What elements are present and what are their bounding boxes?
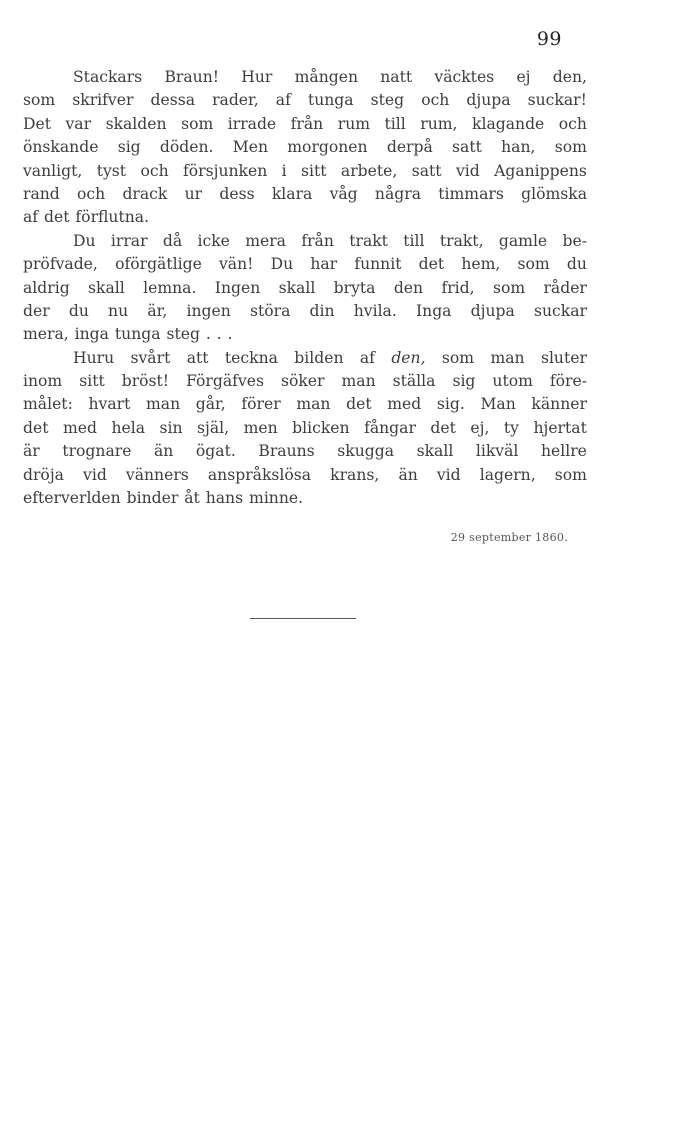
word: Men (232, 138, 269, 157)
word: ställa (392, 372, 436, 391)
word: hvart (88, 395, 131, 414)
word: likväl (475, 442, 519, 461)
word: djupa (470, 301, 515, 320)
word: från (301, 231, 334, 250)
word: Du (270, 255, 294, 274)
word: sin (159, 418, 183, 437)
word: Du (73, 231, 96, 250)
word: satt (452, 138, 482, 157)
word: är, (147, 301, 168, 320)
page-number: 99 (536, 28, 562, 50)
word: Det (23, 114, 51, 133)
word: att (186, 348, 209, 367)
word: sitt (301, 161, 327, 180)
word: krans, (330, 465, 380, 484)
word: med (62, 418, 97, 437)
word: Hur (241, 68, 273, 86)
word: irrade (227, 114, 277, 133)
word: som (517, 255, 550, 274)
word: sig. (436, 395, 465, 414)
word: suckar (533, 301, 587, 320)
word: den, (391, 348, 426, 367)
word: än (154, 442, 174, 461)
word: man (145, 395, 181, 414)
word: försjunken (183, 161, 268, 180)
word: då (162, 231, 183, 250)
word: sluter (540, 348, 587, 367)
word: binder (126, 489, 179, 508)
word: morgonen (287, 138, 368, 157)
word: det (23, 418, 49, 437)
word: har (310, 255, 338, 274)
word: ty (503, 418, 519, 437)
word: rum (337, 114, 371, 133)
word: känner (531, 395, 587, 414)
text-line (23, 487, 587, 510)
word: man (490, 348, 525, 367)
word: hela (111, 418, 146, 437)
word: till (384, 114, 406, 133)
word: tyst (96, 161, 127, 180)
text-line (23, 323, 587, 346)
word: natt (380, 68, 413, 86)
word: åt (184, 489, 200, 508)
word: . (205, 325, 211, 344)
word: våg (329, 184, 358, 203)
word: glömska (521, 184, 587, 203)
paragraph (23, 66, 587, 230)
word: djupa (466, 91, 511, 110)
word: mera, (23, 325, 69, 344)
word: klara (271, 184, 313, 203)
word: och (421, 91, 450, 110)
text-line (23, 277, 587, 300)
text-line (23, 347, 587, 370)
word: utom (492, 372, 533, 391)
word: men (243, 418, 278, 437)
word: Brauns (258, 442, 315, 461)
word: tunga (307, 91, 354, 110)
word: förer (241, 395, 281, 414)
word: der (23, 301, 50, 320)
word: som (441, 348, 475, 367)
word: skugga (337, 442, 395, 461)
word: som (554, 138, 587, 157)
word: hvila. (353, 301, 397, 320)
word: lemna. (143, 278, 197, 297)
text-line (23, 183, 587, 206)
word: . (216, 325, 222, 344)
text-line (23, 230, 587, 253)
word: störa (249, 301, 291, 320)
word: frid, (441, 278, 475, 297)
word: Förgäfves (186, 372, 264, 391)
text-line (23, 66, 587, 89)
word: Ingen (214, 278, 261, 297)
word: Inga (416, 301, 452, 320)
word: klagande (472, 114, 545, 133)
word: gamle (498, 231, 548, 250)
word: sitt (79, 372, 105, 391)
word: Aganippens (494, 161, 587, 180)
word: vän! (218, 255, 254, 274)
word: vid (455, 161, 480, 180)
word: råder (543, 278, 587, 297)
word: af (359, 348, 375, 367)
word: inom (23, 372, 63, 391)
word: tunga (114, 325, 161, 344)
word: mera (245, 231, 286, 250)
word: suckar! (527, 91, 587, 110)
word: dröja (23, 465, 64, 484)
word: själ, (197, 418, 230, 437)
word: och (140, 161, 169, 180)
word: bilden (294, 348, 344, 367)
word: trakt (349, 231, 388, 250)
word: fångar (364, 418, 416, 437)
text-line (23, 370, 587, 393)
word: dess (219, 184, 255, 203)
word: som (181, 114, 214, 133)
word: ur (184, 184, 203, 203)
word: som (554, 465, 587, 484)
word: steg (166, 325, 200, 344)
word: trakt, (439, 231, 484, 250)
word: rand (23, 184, 60, 203)
word: af (275, 91, 291, 110)
word: som (492, 278, 526, 297)
word: det (44, 208, 70, 227)
word: icke (197, 231, 230, 250)
word: med (387, 395, 422, 414)
word: sig (452, 372, 476, 391)
word: före- (549, 372, 587, 391)
word: aldrig (23, 278, 70, 297)
word: lagern, (479, 465, 536, 484)
word: hjertat (533, 418, 587, 437)
word: Stackars (73, 68, 143, 86)
word: ej (516, 68, 531, 86)
text-line (23, 253, 587, 276)
word: funnit (354, 255, 402, 274)
divider (250, 618, 356, 619)
word: drack (122, 184, 168, 203)
word: irrar (110, 231, 148, 250)
word: sig (117, 138, 141, 157)
word: teckna (224, 348, 278, 367)
text-line (23, 136, 587, 159)
word: hem, (461, 255, 501, 274)
word: svårt (130, 348, 171, 367)
word: den, (552, 68, 587, 86)
text-line (23, 440, 587, 463)
word: derpå (386, 138, 433, 157)
word: skall (416, 442, 454, 461)
word: ej, (470, 418, 490, 437)
word: satt (411, 161, 442, 180)
word: skall (278, 278, 316, 297)
word: förflutna. (75, 208, 150, 227)
word: timmars (438, 184, 504, 203)
word: till (403, 231, 425, 250)
word: som (23, 91, 56, 110)
word: skall (88, 278, 125, 297)
word: rader, (212, 91, 259, 110)
word: vanligt, (23, 161, 83, 180)
word: den (393, 278, 424, 297)
word: och (77, 184, 106, 203)
word: minne. (249, 489, 304, 508)
word: din (309, 301, 335, 320)
word: trognare (62, 442, 132, 461)
text-line (23, 160, 587, 183)
text-line (23, 300, 587, 323)
word: det (346, 395, 372, 414)
word: Huru (73, 348, 115, 367)
word: skrifver (72, 91, 134, 110)
word: vid (83, 465, 107, 484)
word: mången (294, 68, 359, 86)
word: blicken (292, 418, 350, 437)
word: skalden (105, 114, 167, 133)
word: vänners (125, 465, 189, 484)
text-line (23, 393, 587, 416)
word: oförgätlige (115, 255, 202, 274)
word: önskande (23, 138, 99, 157)
word: af (23, 208, 39, 227)
word: söker (280, 372, 325, 391)
word: man (296, 395, 331, 414)
word: bröst! (121, 372, 170, 391)
word: anspråkslösa (207, 465, 312, 484)
word: väcktes (434, 68, 495, 86)
word: döden. (159, 138, 214, 157)
word: var (65, 114, 92, 133)
word: nu (108, 301, 129, 320)
word: än (398, 465, 418, 484)
text-line (23, 89, 587, 112)
word: vid (436, 465, 461, 484)
word: det (418, 255, 445, 274)
word: målet: (23, 395, 73, 414)
body-text (23, 66, 587, 510)
word: går, (195, 395, 226, 414)
word: inga (74, 325, 109, 344)
word: rum, (420, 114, 458, 133)
word: bryta (333, 278, 376, 297)
word: några (374, 184, 421, 203)
word: steg (370, 91, 405, 110)
text-line (23, 113, 587, 136)
word: det (430, 418, 456, 437)
text-line (23, 417, 587, 440)
text-line (23, 206, 587, 229)
word: Man (480, 395, 516, 414)
word: arbete, (340, 161, 398, 180)
word: efterverlden (23, 489, 121, 508)
paragraph (23, 230, 587, 347)
word: man (341, 372, 376, 391)
paragraph (23, 347, 587, 511)
word: pröfvade, (23, 255, 98, 274)
word: Braun! (164, 68, 220, 86)
text-line (23, 464, 587, 487)
word: hans (205, 489, 244, 508)
word: ingen (186, 301, 231, 320)
word: är (23, 442, 40, 461)
word: i (281, 161, 287, 180)
word: du (68, 301, 89, 320)
word: be- (562, 231, 587, 250)
word: och (558, 114, 587, 133)
word: ögat. (195, 442, 236, 461)
word: hellre (540, 442, 587, 461)
word: du (566, 255, 587, 274)
word: . (227, 325, 233, 344)
word: från (290, 114, 324, 133)
date-signature: 29 september 1860. (450, 531, 568, 544)
word: dessa (150, 91, 195, 110)
word: han, (501, 138, 536, 157)
